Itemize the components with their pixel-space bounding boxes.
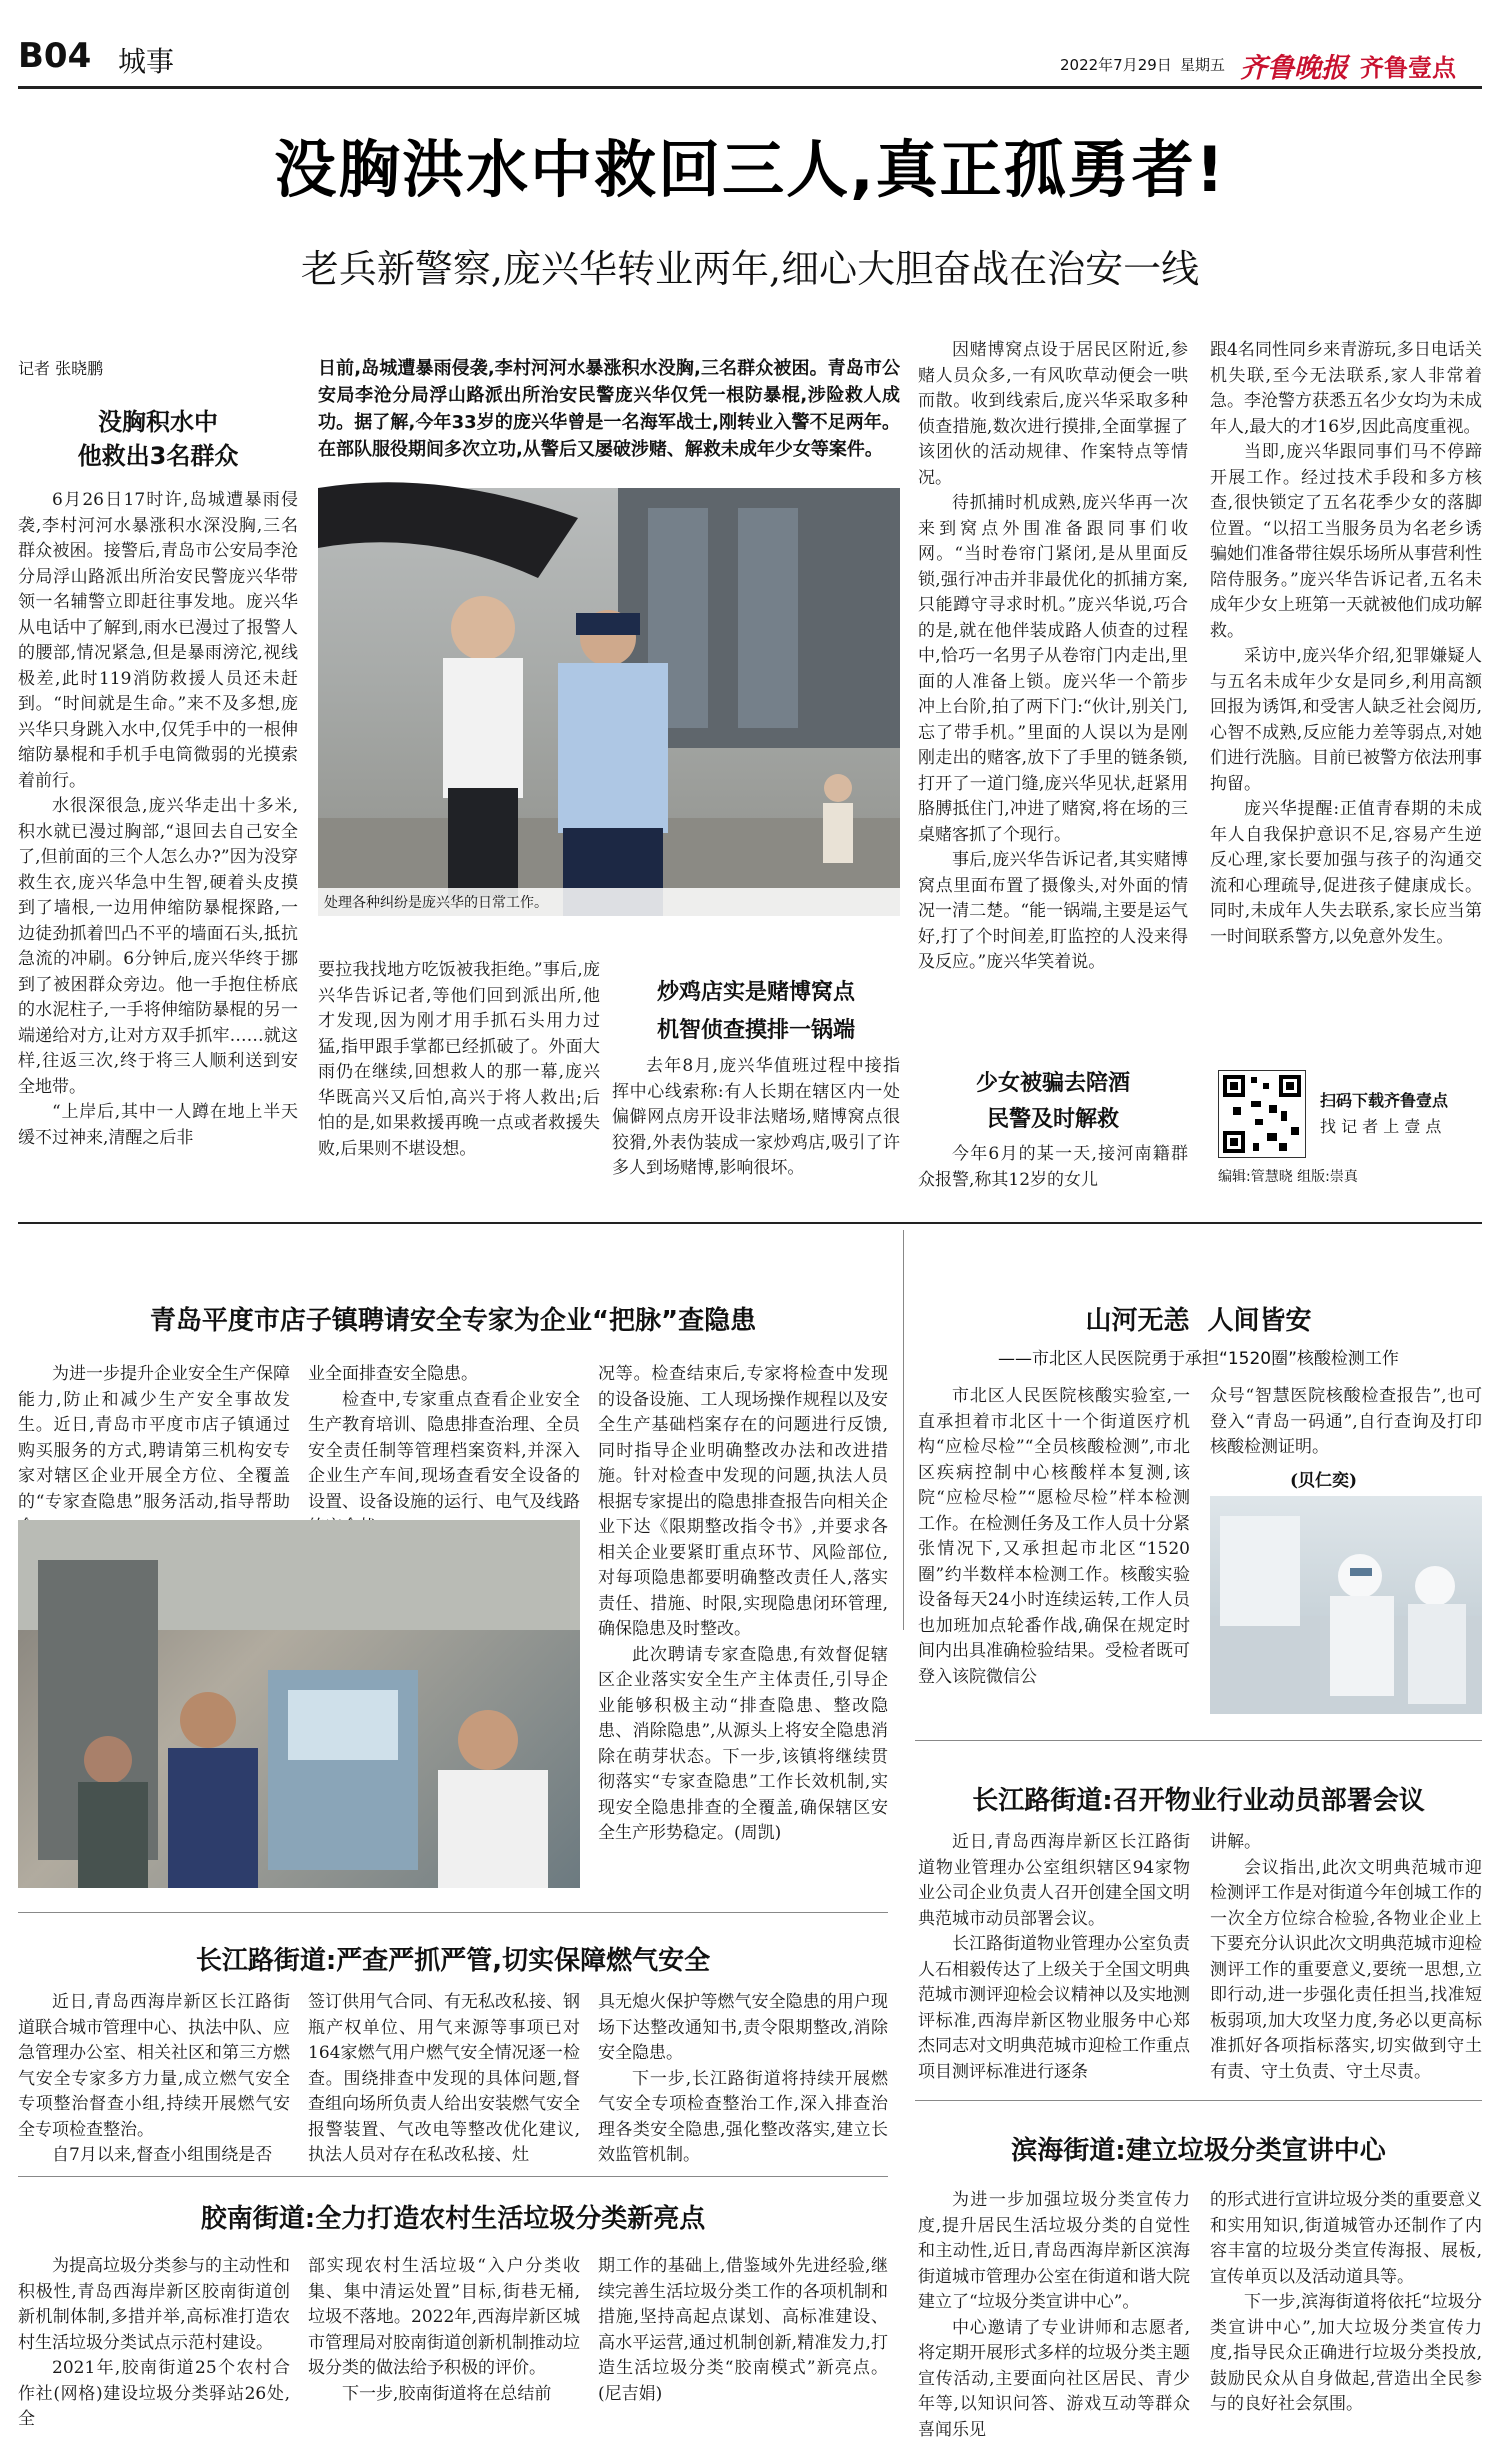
police-officer-photo bbox=[318, 488, 900, 916]
lab-photo bbox=[1210, 1496, 1482, 1714]
paragraph: 为进一步提升企业安全生产保障能力,防止和减少生产安全事故发生。近日,青岛市平度市店子镇通过购买服务的方式,聘请第三机构安专家对辖区企业开展全方位、全覆盖的“专家查隐患”服务活动,指导帮助 bbox=[18, 1362, 290, 1541]
story6-headline: 长江路街道:召开物业行业动员部署会议 bbox=[915, 1780, 1482, 1817]
main-photo bbox=[318, 488, 900, 916]
main-headline: 没胸洪水中救回三人,真正孤勇者! bbox=[0, 120, 1500, 209]
story5-credit: (贝仁奕) bbox=[1290, 1466, 1357, 1491]
main-col1-text bbox=[18, 488, 298, 1188]
main-col4-text bbox=[1210, 338, 1482, 1038]
story5-col1 bbox=[918, 1384, 1190, 1714]
story4-col1 bbox=[18, 2254, 290, 2404]
paragraph: 今年6月的某一天,接河南籍群众报警,称其12岁的女儿 bbox=[918, 1142, 1188, 1193]
story2-col2 bbox=[308, 1362, 580, 1514]
section-divider bbox=[915, 1740, 1482, 1741]
section-divider bbox=[18, 1912, 888, 1913]
qr-code[interactable] bbox=[1218, 1070, 1306, 1158]
story6-col2 bbox=[1210, 1830, 1482, 2080]
paragraph: 签订供用气合同、有无私改私接、钢瓶产权单位、用气来源等事项已对164家燃气用户燃气安全情况逐一检查。围绕排查中发现的具体问题,督查组向场所负责人给出安装燃气安全报警装置、气改电等整改优化建议,执法人员对存在私改私接、灶 bbox=[308, 1990, 580, 2169]
paragraph: 去年8月,庞兴华值班过程中接指挥中心线索称:有人长期在辖区内一处偏僻网点房开设非法赌场,赌博窝点很狡猾,外表伪装成一家炒鸡店,吸引了许多人到场赌博,影响很坏。 bbox=[612, 1054, 900, 1182]
paragraph: 下一步,长江路街道将持续开展燃气安全专项检查整治工作,深入排查治理各类安全隐患,强化整改落实,建立长效监管机制。 bbox=[598, 2067, 888, 2169]
paragraph: 采访中,庞兴华介绍,犯罪嫌疑人与五名未成年少女是同乡,利用高额回报为诱饵,和受害人缺乏社会阅历,心智不成熟,反应能力差等弱点,对她们进行洗脑。目前已被警方依法刑事拘留。 bbox=[1210, 644, 1482, 797]
paragraph: 近日,青岛西海岸新区长江路街道联合城市管理中心、执法中队、应急管理办公室、相关社区和第三方燃气安全专家多方力量,成立燃气安全专项整治督查小组,持续开展燃气安全专项检查整治。 bbox=[18, 1990, 290, 2143]
story5-headline: 山河无恙 人间皆安 bbox=[915, 1300, 1482, 1337]
issue-date: 2022年7月29日 bbox=[1060, 54, 1172, 75]
paragraph: 2021年,胶南街道25个农村合作社(网格)建设垃圾分类驿站26处,全 bbox=[18, 2356, 290, 2433]
story5-photo bbox=[1210, 1496, 1482, 1714]
story4-col3 bbox=[598, 2254, 888, 2404]
paragraph: 6月26日17时许,岛城遭暴雨侵袭,李村河河水暴涨积水深没胸,三名群众被困。接警后,青岛市公安局李沧分局浮山路派出所治安民警庞兴华带领一名辅警立即赶往事发地。庞兴华从电话中了解到,雨水已漫过了报警人的腰部,情况紧急,但是暴雨滂沱,视线极差,此时119消防救援人员还未赶到。“时间就是生命。”来不及多想,庞兴华只身跳入水中,仅凭手中的一根伸缩防暴棍和手机手电筒微弱的光摸索着前行。 bbox=[18, 488, 298, 794]
main-lead: 日前,岛城遭暴雨侵袭,李村河河水暴涨积水没胸,三名群众被困。青岛市公安局李沧分局浮山路派出所治安民警庞兴华仅凭一根防暴棍,涉险救人成功。据了解,今年33岁的庞兴华曾是一名海军战士,刚转业入警不足两年。在部队服役期间多次立功,从警后又屡破涉赌、解救未成年少女等案件。 bbox=[318, 355, 900, 463]
paragraph: 长江路街道物业管理办公室负责人石相毅传达了上级关于全国文明典范城市测评迎检会议精神以及实地测评标准,西海岸新区物业服务中心郑杰同志对文明典范城市迎检工作重点项目测评标准进行逐条 bbox=[918, 1932, 1190, 2085]
section-name: 城事 bbox=[118, 40, 174, 80]
subhead-3 bbox=[918, 1066, 1188, 1138]
story4-headline: 胶南街道:全力打造农村生活垃圾分类新亮点 bbox=[18, 2198, 888, 2235]
paragraph: 自7月以来,督查小组围绕是否 bbox=[18, 2143, 290, 2169]
story2-headline: 青岛平度市店子镇聘请安全专家为企业“把脉”查隐患 bbox=[18, 1300, 888, 1337]
subhead-2-line2: 机智侦查摸排一锅端 bbox=[612, 1012, 900, 1050]
main-col3-text-lower bbox=[612, 1054, 900, 1189]
paragraph: 业全面排查安全隐患。 bbox=[308, 1362, 580, 1388]
paragraph: 下一步,胶南街道将在总结前 bbox=[308, 2382, 580, 2408]
story3-col3 bbox=[598, 1990, 888, 2166]
paragraph: 部实现农村生活垃圾“入户分类收集、集中清运处置”目标,街巷无桶,垃圾不落地。2022年,西海岸新区城市管理局对胶南街道创新机制推动垃圾分类的做法给予积极的评价。 bbox=[308, 2254, 580, 2382]
paragraph: 为提高垃圾分类参与的主动性和积极性,青岛西海岸新区胶南街道创新机制体制,多措并举,高标准打造农村生活垃圾分类试点示范村建设。 bbox=[18, 2254, 290, 2356]
section-divider bbox=[18, 2176, 888, 2177]
paragraph: 中心邀请了专业讲师和志愿者,将定期开展形式多样的垃圾分类主题宣传活动,主要面向社区居民、青少年等,以知识问答、游戏互动等群众喜闻乐见 bbox=[918, 2316, 1190, 2443]
main-col3-text-end bbox=[918, 1142, 1188, 1192]
paragraph: 众号“智慧医院核酸检查报告”,也可登入“青岛一码通”,自行查询及打印核酸检测证明。 bbox=[1210, 1384, 1482, 1461]
photo-caption: 处理各种纠纷是庞兴华的日常工作。 bbox=[318, 888, 900, 916]
story2-photo bbox=[18, 1520, 580, 1888]
issue-weekday: 星期五 bbox=[1180, 54, 1225, 75]
editor-credit: 编辑:管慧晓 组版:崇真 bbox=[1218, 1166, 1358, 1186]
paragraph: 为进一步加强垃圾分类宣传力度,提升居民生活垃圾分类的自觉性和主动性,近日,青岛西海岸新区滨海街道城市管理办公室在街道和谐大院建立了“垃圾分类宣讲中心”。 bbox=[918, 2188, 1190, 2316]
subhead-2-line1: 炒鸡店实是赌博窝点 bbox=[612, 974, 900, 1012]
paragraph: 庞兴华提醒:正值青春期的未成年人自我保护意识不足,容易产生逆反心理,家长要加强与孩子的沟通交流和心理疏导,促进孩子健康成长。同时,未成年人失去联系,家长应当第一时间联系警方,以免意外发生。 bbox=[1210, 797, 1482, 950]
main-col3-text bbox=[918, 338, 1188, 1066]
subhead-3-line1: 少女被骗去陪酒 bbox=[918, 1066, 1188, 1102]
story3-col2 bbox=[308, 1990, 580, 2166]
story7-headline: 滨海街道:建立垃圾分类宣讲中心 bbox=[915, 2130, 1482, 2167]
paragraph: 具无熄火保护等燃气安全隐患的用户现场下达整改通知书,责令限期整改,消除安全隐患。 bbox=[598, 1990, 888, 2067]
newspaper-logo: 齐鲁晚报 bbox=[1240, 46, 1348, 85]
subhead-1-line2: 他救出3名群众 bbox=[18, 439, 298, 473]
paragraph: 跟4名同性同乡来青游玩,多日电话关机失联,至今无法联系,家人非常着急。李沧警方获悉五名少女均为未成年人,最大的才16岁,因此高度重视。 bbox=[1210, 338, 1482, 440]
story7-col2 bbox=[1210, 2188, 1482, 2404]
story6-col1 bbox=[918, 1830, 1190, 2080]
paragraph: 况等。检查结束后,专家将检查中发现的设备设施、工人现场操作规程以及安全生产基础档案存在的问题进行反馈,同时指导企业明确整改办法和改进措施。针对检查中发现的问题,执法人员根据专家提出的隐患排查报告向相关企业下达《限期整改指令书》,并要求各相关企业要紧盯重点环节、风险部位,对每项隐患都要明确整改责任人,落实责任、措施、时限,实现隐患闭环管理,确保隐患及时整改。 bbox=[598, 1362, 888, 1643]
inspection-photo bbox=[18, 1520, 580, 1888]
qr-code-icon bbox=[1219, 1071, 1305, 1157]
vertical-divider bbox=[903, 1230, 904, 1630]
subhead-3-line2: 民警及时解救 bbox=[918, 1102, 1188, 1138]
section-divider bbox=[18, 1222, 1482, 1224]
story5-subheadline: ——市北区人民医院勇于承担“1520圈”核酸检测工作 bbox=[915, 1344, 1482, 1369]
paragraph: 事后,庞兴华告诉记者,其实赌博窝点里面布置了摄像头,对外面的情况一清二楚。“能一锅端,主要是运气好,打了个时间差,盯监控的人没来得及反应。”庞兴华笑着说。 bbox=[918, 848, 1188, 976]
paragraph: 要拉我找地方吃饭被我拒绝。”事后,庞兴华告诉记者,等他们回到派出所,他才发现,因为刚才用手抓石头用力过猛,指甲跟手掌都已经抓破了。外面大雨仍在继续,回想救人的那一幕,庞兴华既高兴又后怕,高兴于将人救出;后怕的是,如果救援再晚一点或者救援失败,后果则不堪设想。 bbox=[318, 958, 600, 1162]
subhead-2 bbox=[612, 974, 900, 1050]
paragraph: 水很深很急,庞兴华走出十多米,积水就已漫过胸部,“退回去自己安全了,但前面的三个人怎么办?”因为没穿救生衣,庞兴华急中生智,硬着头皮摸到了墙根,一边用伸缩防暴棍探路,一边徒劲抓着凹凸不平的墙面石头,抵抗急流的冲刷。6分钟后,庞兴华终于挪到了被困群众旁边。他一手抱住桥底的水泥柱子,一手将伸缩防暴棍的另一端递给对方,让对方双手抓牢……就这样,往返三次,终于将三人顺利送到安全地带。 bbox=[18, 794, 298, 1100]
paragraph: 的形式进行宣讲垃圾分类的重要意义和实用知识,街道城管办还制作了内容丰富的垃圾分类宣传海报、展板,宣传单页以及活动道具等。 bbox=[1210, 2188, 1482, 2290]
paragraph: 检查中,专家重点查看企业安全生产教育培训、隐患排查治理、全员安全责任制等管理档案资料,并深入企业生产车间,现场查看安全设备的设置、设备设施的运行、电气及线路 bbox=[308, 1388, 580, 1541]
story3-headline: 长江路街道:严查严抓严管,切实保障燃气安全 bbox=[18, 1940, 888, 1977]
main-subheadline: 老兵新警察,庞兴华转业两年,细心大胆奋战在治安一线 bbox=[0, 238, 1500, 293]
paragraph: 会议指出,此次文明典范城市迎检测评工作是对街道今年创城工作的一次全方位综合检验,各物业企业上下要充分认识此次文明典范城市迎检测评工作的重要意义,要统一思想,立即行动,进一步强化责任担当,找准短板弱项,加大攻坚力度,务必以更高标准抓好各项指标落实,切实做到守土有责、守土负责、守土尽责。 bbox=[1210, 1856, 1482, 2086]
story7-col1 bbox=[918, 2188, 1190, 2404]
masthead-divider bbox=[18, 86, 1482, 89]
qr-caption-2: 找 记 者 上 壹 点 bbox=[1320, 1114, 1441, 1137]
qr-caption-1: 扫码下载齐鲁壹点 bbox=[1320, 1088, 1448, 1111]
main-col2-text bbox=[318, 958, 600, 1188]
paragraph: 待抓捕时机成熟,庞兴华再一次来到窝点外围准备跟同事们收网。“当时卷帘门紧闭,是从里面反锁,强行冲击并非最优化的抓捕方案,只能蹲守寻求时机。”庞兴华说,巧合的是,就在他伴装成路人侦查的过程中,恰巧一名男子从卷帘门内走出,里面的人准备上锁。庞兴华一个箭步冲上台阶,拍了两下门:“伙计,别关门,忘了带手机。”里面的人误以为是刚刚走出的赌客,放下了手里的链条锁,打开了一道门缝,庞兴华见状,赶紧用胳膊抵住门,冲进了赌窝,将在场的三桌赌客抓了个现行。 bbox=[918, 491, 1188, 848]
paragraph: 下一步,滨海街道将依托“垃圾分类宣讲中心”,加大垃圾分类宣传力度,指导民众正确进行垃圾分类投放,鼓励民众从自身做起,营造出全民参与的良好社会氛围。 bbox=[1210, 2290, 1482, 2418]
story2-col3 bbox=[598, 1362, 888, 1888]
paragraph: 讲解。 bbox=[1210, 1830, 1482, 1856]
subhead-1-line1: 没胸积水中 bbox=[18, 405, 298, 439]
byline: 记者 张晓鹏 bbox=[18, 356, 103, 379]
subhead-1 bbox=[18, 405, 298, 473]
app-logo: 齐鲁壹点 bbox=[1360, 48, 1456, 83]
paragraph: 此次聘请专家查隐患,有效督促辖区企业落实安全生产主体责任,引导企业能够积极主动“排查隐患、整改隐患、消除隐患”,从源头上将安全隐患消除在萌芽状态。下一步,该镇将继续贯彻落实“专家查隐患”工作长效机制,实现安全隐患排查的全覆盖,确保辖区安全生产形势稳定。(周凯) bbox=[598, 1643, 888, 1847]
story3-col1 bbox=[18, 1990, 290, 2166]
paragraph: 期工作的基础上,借鉴域外先进经验,继续完善生活垃圾分类工作的各项机制和措施,坚持高起点谋划、高标准建设、高水平运营,通过机制创新,精准发力,打造生活垃圾分类“胶南模式”新亮点。(尼吉娟) bbox=[598, 2254, 888, 2407]
story4-col2 bbox=[308, 2254, 580, 2404]
paragraph: 市北区人民医院核酸实验室,一直承担着市北区十一个街道医疗机构“应检尽检”“全员核酸检测”,市北区疾病控制中心核酸样本复测,该院“应检尽检”“愿检尽检”样本检测工作。在检测任务及工作人员十分紧张情况下,又承担起市北区“1520圈”约半数样本检测工作。核酸实验设备每天24小时连续运转,工作人员也加班加点轮番作战,确保在规定时间内出具准确检验结果。受检者既可登入该院微信公 bbox=[918, 1384, 1190, 1690]
page-number: B04 bbox=[18, 36, 91, 76]
paragraph: 近日,青岛西海岸新区长江路街道物业管理办公室组织辖区94家物业公司企业负责人召开创建全国文明典范城市动员部署会议。 bbox=[918, 1830, 1190, 1932]
paragraph: “上岸后,其中一人蹲在地上半天缓不过神来,清醒之后非 bbox=[18, 1100, 298, 1151]
paragraph: 当即,庞兴华跟同事们马不停蹄开展工作。经过技术手段和多方核查,很快锁定了五名花季少女的落脚位置。“以招工当服务员为名老乡诱骗她们准备带往娱乐场所从事营利性陪侍服务。”庞兴华告诉记者,五名未成年少女上班第一天就被他们成功解救。 bbox=[1210, 440, 1482, 644]
section-divider bbox=[915, 2100, 1482, 2101]
paragraph: 因赌博窝点设于居民区附近,参赌人员众多,一有风吹草动便会一哄而散。收到线索后,庞兴华采取多种侦查措施,数次进行摸排,全面掌握了该团伙的活动规律、作案特点等情况。 bbox=[918, 338, 1188, 491]
story2-col1 bbox=[18, 1362, 290, 1514]
